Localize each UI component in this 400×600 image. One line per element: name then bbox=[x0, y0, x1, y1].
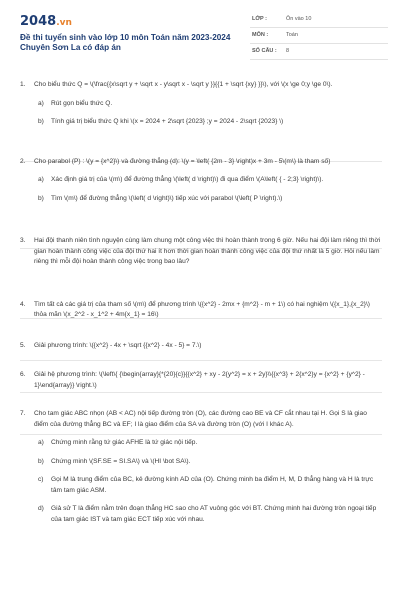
sub-label: b) bbox=[38, 194, 44, 202]
sub-question-b bbox=[34, 457, 382, 468]
sub-question-a bbox=[34, 99, 382, 110]
question-number: 3. bbox=[20, 237, 26, 244]
sub-text: Chứng minh rằng tứ giác AFHE là tứ giác nội tiếp. bbox=[51, 439, 198, 446]
sub-question-b bbox=[34, 194, 382, 205]
logo-text: 2048 bbox=[20, 14, 57, 29]
sub-text: Tính giá trị biểu thức Q khi \(x = 2024 + 2\sqrt {2023} ;y = 2024 - 2\sqrt {2023} \) bbox=[51, 118, 284, 125]
question-text: Hai đội thanh niên tình nguyện cùng làm chung một công việc thì hoàn thành trong 6 giờ. Nếu hai đội làm riêng thì thời gian hoàn thành công việc của đội thứ hai ít hơn thời gian hoàn thành công việc của đội thứ nhất là 5 giờ. Hỏi nếu làm riêng thì mỗi đội hoàn thành công việc trong bao lâu? bbox=[34, 237, 381, 265]
meta-row-class bbox=[250, 14, 388, 28]
sub-text: Xác định giá trị của \(m\) để đường thẳng \(\left( d \right)\) đi qua điểm \(A\left( { - 2;3} \right)\). bbox=[51, 176, 324, 183]
sub-label: b) bbox=[38, 118, 44, 125]
sub-text: Rút gọn biểu thức Q. bbox=[51, 99, 113, 107]
question-text: Tìm tất cả các giá trị của tham số \(m\) để phương trình \({x^2} - 2mx + {m^2} - m + 1\) có hai nghiệm \({x_1},{x_2}\) thỏa mãn \(x_2^2 - x_1^2 + 4m{x_1} = 16\) bbox=[34, 300, 370, 318]
meta-label: LỚP : bbox=[252, 16, 267, 22]
meta-row-count bbox=[250, 46, 388, 60]
question-list bbox=[20, 80, 382, 525]
sub-label: c) bbox=[38, 476, 44, 483]
sub-label: d) bbox=[38, 505, 44, 512]
question-number: 5. bbox=[20, 341, 26, 349]
sub-question-b bbox=[34, 117, 382, 128]
question-6 bbox=[20, 370, 382, 391]
sub-label: b) bbox=[38, 457, 44, 465]
sub-text: Giả sử T là điểm nằm trên đoạn thẳng HC sao cho AT vuông góc với BT. Chứng minh hai đường tròn ngoại tiếp của tam giác IST và tam giác ECT tiếp xúc với nhau. bbox=[51, 505, 377, 523]
sub-question-a bbox=[34, 175, 382, 186]
question-3 bbox=[20, 236, 382, 268]
sub-text: Tìm \(m\) để đường thẳng \(\left( d \right)\) tiếp xúc với parabol \(\left( P \right).\) bbox=[51, 194, 283, 202]
meta-label: MÔN : bbox=[252, 32, 269, 38]
question-2 bbox=[20, 157, 382, 205]
logo-suffix: .vn bbox=[56, 18, 72, 28]
question-4 bbox=[20, 300, 382, 321]
sub-label: a) bbox=[38, 99, 44, 107]
question-text: Cho biểu thức Q = \(\frac{{x\sqrt y + \sqrt x - y\sqrt x - \sqrt y }}{{1 + \sqrt {xy} }}\), với \(x \ge 0;y \ge 0\). bbox=[34, 81, 333, 88]
sub-question-a bbox=[34, 438, 382, 449]
question-number: 6. bbox=[20, 371, 26, 378]
meta-label: SỐ CÂU : bbox=[252, 48, 277, 54]
question-text: Giải phương trình: \({x^2} - 4x + \sqrt {{x^2} - 4x - 5} = 7.\) bbox=[34, 341, 202, 349]
question-number: 4. bbox=[20, 300, 26, 308]
meta-value: 8 bbox=[286, 48, 290, 54]
question-text: Giải hệ phương trình: \(\left\{ {\begin{array}{*{20}{c}}{{x^2} + xy - 2{y^2} = x + 2y}\\{{x^3} + 2{x^2}y = {x^2} + {y^2} - 1}\end{array}} \right.\) bbox=[34, 371, 365, 389]
question-number: 2. bbox=[20, 157, 26, 165]
sub-label: a) bbox=[38, 439, 44, 446]
site-logo[interactable] bbox=[20, 14, 72, 29]
meta-value: Ôn vào 10 bbox=[286, 16, 312, 22]
sub-text: Gọi M là trung điểm của BC, kẻ đường kính AD của (O). Chứng minh ba điểm H, M, D thẳng hàng và H là trực tâm tam giác ASM. bbox=[51, 476, 374, 494]
question-number: 7. bbox=[20, 410, 26, 417]
exam-meta bbox=[250, 14, 388, 62]
header bbox=[0, 0, 400, 66]
sub-question-d bbox=[34, 504, 382, 525]
sub-text: Chứng minh \(SF.SE = SI.SA\) và \(HI \bot SA\). bbox=[51, 457, 191, 465]
sub-question-c bbox=[34, 475, 382, 496]
question-number: 1. bbox=[20, 81, 26, 88]
question-text: Cho parabol (P) : \(y = {x^2}\) và đường thẳng (d): \(y = \left( {2m - 3} \right)x + 3m - 5\(m\) là tham số) bbox=[34, 157, 331, 165]
question-1 bbox=[20, 80, 382, 128]
page-title: Đề thi tuyển sinh vào lớp 10 môn Toán năm 2023-2024 Chuyên Sơn La có đáp án bbox=[20, 33, 231, 52]
question-text: Cho tam giác ABC nhọn (AB < AC) nội tiếp đường tròn (O), các đường cao BE và CF cắt nhau tại H. Gọi S là giao điểm của đường thẳng BC và EF; I là giao điểm của SA và đường tròn (O) (với I khác A). bbox=[34, 410, 367, 428]
meta-value: Toán bbox=[286, 32, 298, 38]
meta-row-subject bbox=[250, 30, 388, 44]
question-5 bbox=[20, 341, 382, 352]
question-7 bbox=[20, 409, 382, 525]
sub-label: a) bbox=[38, 176, 44, 183]
